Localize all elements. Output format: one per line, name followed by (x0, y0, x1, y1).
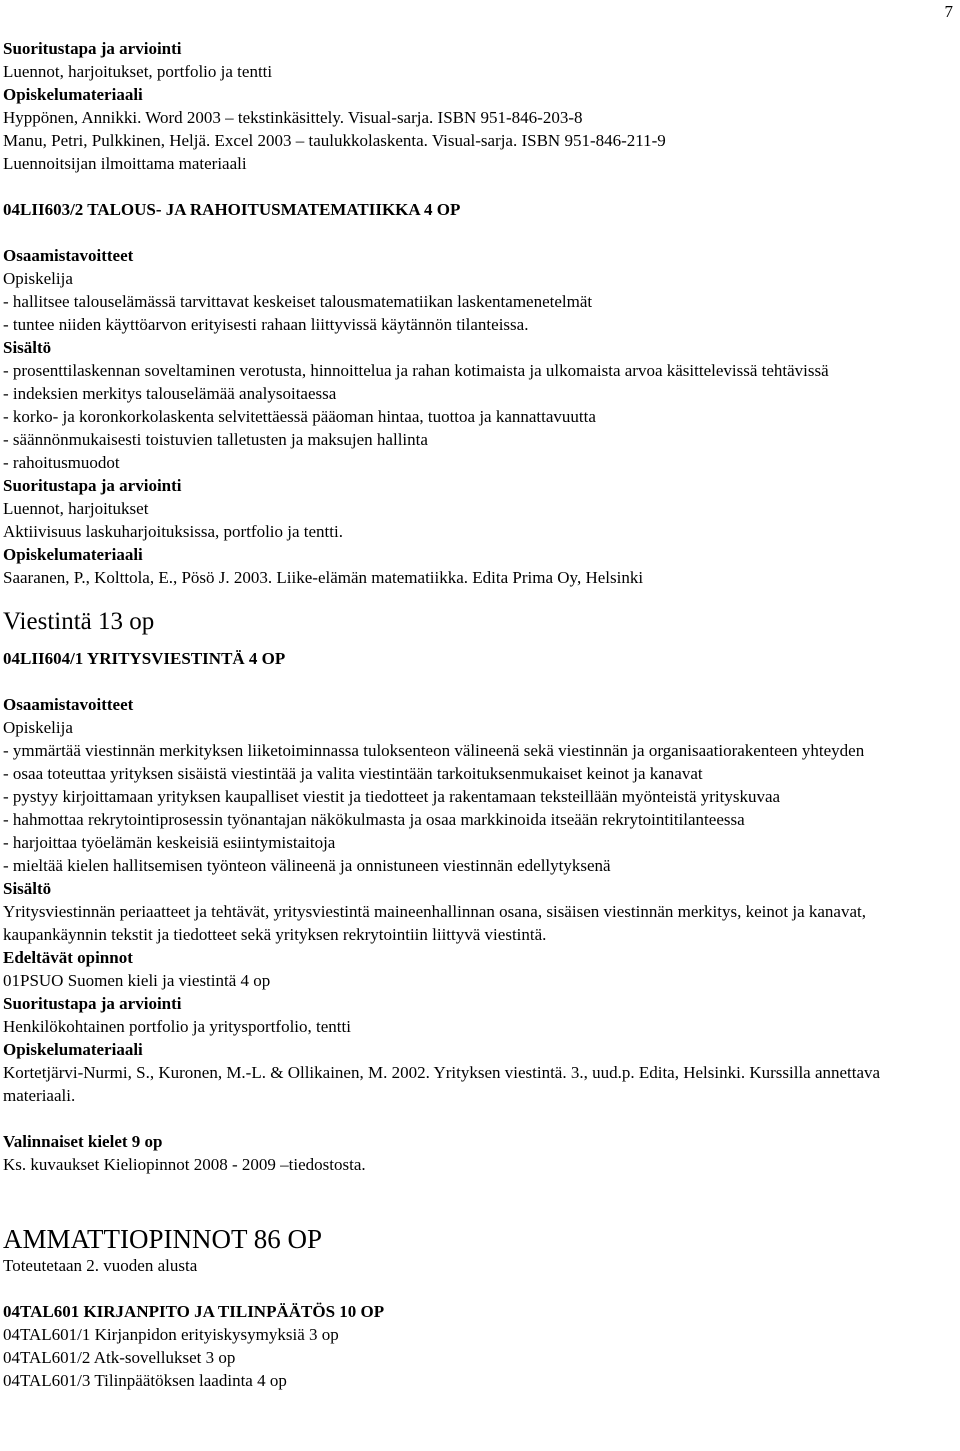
sisalto-line: - rahoitusmuodot (3, 453, 120, 472)
page-number: 7 (944, 2, 953, 21)
document-body (3, 37, 953, 1392)
suoritustapa-text: Luennot, harjoitukset, portfolio ja tentti (3, 62, 273, 81)
sisalto-heading: Sisältö (3, 338, 52, 357)
materiaali-heading: Opiskelumateriaali (3, 1040, 143, 1059)
osaamis-line: - pystyy kirjoittamaan yrityksen kaupalliset viestit ja tiedotteet ja rakentamaan teksteillään myönteistä yrityskuvaa (3, 787, 781, 806)
osaamis-line: - hahmottaa rekrytointiprosessin työnantajan näkökulmasta ja osaa markkinoida itseään rekrytointitilanteessa (3, 810, 745, 829)
materiaali-line: Luennoitsijan ilmoittama materiaali (3, 154, 247, 173)
materiaali-text: Saaranen, P., Kolttola, E., Pösö J. 2003. Liike-elämän matematiikka. Edita Prima Oy, Helsinki (3, 568, 644, 587)
course-title-talous: 04LII603/2 TALOUS- JA RAHOITUSMATEMATIIKKA 4 OP (3, 200, 461, 219)
osaamis-line: - osaa toteuttaa yrityksen sisäistä viestintää ja valita viestintään tarkoituksenmukaiset keinot ja kanavat (3, 764, 703, 783)
sisalto-text: Yritysviestinnän periaatteet ja tehtävät, yritysviestintä maineenhallinnan osana, sisäisen viestinnän merkitys, keinot ja kanavat, kaupankäynnin tekstit ja tiedotteet sekä yrityksen rekrytointiin liittyvä viestintä. (3, 902, 866, 944)
osaamis-line: - hallitsee talouselämässä tarvittavat keskeiset talousmatematiikan laskentamenetelmät (3, 292, 593, 311)
osaamis-line: - ymmärtää viestinnän merkityksen liiketoiminnassa tuloksenteon välineenä sekä viestinnän ja organisaatiorakenteen yhteyden (3, 741, 865, 760)
materiaali-line: Manu, Petri, Pulkkinen, Heljä. Excel 2003 – taulukkolaskenta. Visual-sarja. ISBN 951-846-211-9 (3, 131, 666, 150)
module-item: 04TAL601/2 Atk-sovellukset 3 op (3, 1348, 236, 1367)
section-heading-ammattiopinnot: AMMATTIOPINNOT 86 OP (3, 1224, 323, 1254)
ammatti-subtext: Toteutetaan 2. vuoden alusta (3, 1256, 198, 1275)
module-item: 04TAL601/1 Kirjanpidon erityiskysymyksiä 3 op (3, 1325, 339, 1344)
osaamis-line: - harjoittaa työelämän keskeisiä esiintymistaitoja (3, 833, 336, 852)
suoritustapa-line: Aktiivisuus laskuharjoituksissa, portfolio ja tentti. (3, 522, 343, 541)
suoritustapa-heading: Suoritustapa ja arviointi (3, 994, 182, 1013)
edeltavat-text: 01PSUO Suomen kieli ja viestintä 4 op (3, 971, 271, 990)
suoritustapa-text: Henkilökohtainen portfolio ja yritysportfolio, tentti (3, 1017, 351, 1036)
module-item: 04TAL601/3 Tilinpäätöksen laadinta 4 op (3, 1371, 287, 1390)
opiskelija-label: Opiskelija (3, 269, 73, 288)
sisalto-heading: Sisältö (3, 879, 52, 898)
sisalto-line: - säännönmukaisesti toistuvien talletusten ja maksujen hallinta (3, 430, 428, 449)
course-title-kirjanpito: 04TAL601 KIRJANPITO JA TILINPÄÄTÖS 10 OP (3, 1302, 385, 1321)
valinnaiset-heading: Valinnaiset kielet 9 op (3, 1132, 163, 1151)
suoritustapa-line: Luennot, harjoitukset (3, 499, 149, 518)
opiskelija-label: Opiskelija (3, 718, 73, 737)
materiaali-text: Kortetjärvi-Nurmi, S., Kuronen, M.-L. & Ollikainen, M. 2002. Yrityksen viestintä. 3., uud.p. Edita, Helsinki. Kurssilla annettava materiaali. (3, 1063, 881, 1105)
suoritustapa-heading: Suoritustapa ja arviointi (3, 476, 182, 495)
sisalto-line: - indeksien merkitys talouselämää analysoitaessa (3, 384, 337, 403)
materiaali-heading: Opiskelumateriaali (3, 545, 143, 564)
materiaali-heading: Opiskelumateriaali (3, 85, 143, 104)
sisalto-line: - korko- ja koronkorkolaskenta selvitettäessä pääoman hintaa, tuottoa ja kannattavuutta (3, 407, 596, 426)
osaamis-line: - mieltää kielen hallitsemisen työnteon välineenä ja onnistuneen viestinnän edellytyksenä (3, 856, 611, 875)
edeltavat-heading: Edeltävät opinnot (3, 948, 133, 967)
osaamistavoitteet-heading: Osaamistavoitteet (3, 695, 134, 714)
suoritustapa-heading: Suoritustapa ja arviointi (3, 39, 182, 58)
osaamistavoitteet-heading: Osaamistavoitteet (3, 246, 134, 265)
course-title-yritysviestinta: 04LII604/1 YRITYSVIESTINTÄ 4 OP (3, 649, 286, 668)
valinnaiset-text: Ks. kuvaukset Kieliopinnot 2008 - 2009 –tiedostosta. (3, 1155, 366, 1174)
osaamis-line: - tuntee niiden käyttöarvon erityisesti rahaan liittyvissä käytännön tilanteissa. (3, 315, 529, 334)
materiaali-line: Hyppönen, Annikki. Word 2003 – tekstinkäsittely. Visual-sarja. ISBN 951-846-203-8 (3, 108, 583, 127)
section-heading-viestinta: Viestintä 13 op (3, 608, 155, 635)
sisalto-line: - prosenttilaskennan soveltaminen verotusta, hinnoittelua ja rahan kotimaista ja ulkomaista arvoa käsittelevissä tehtävissä (3, 361, 829, 380)
